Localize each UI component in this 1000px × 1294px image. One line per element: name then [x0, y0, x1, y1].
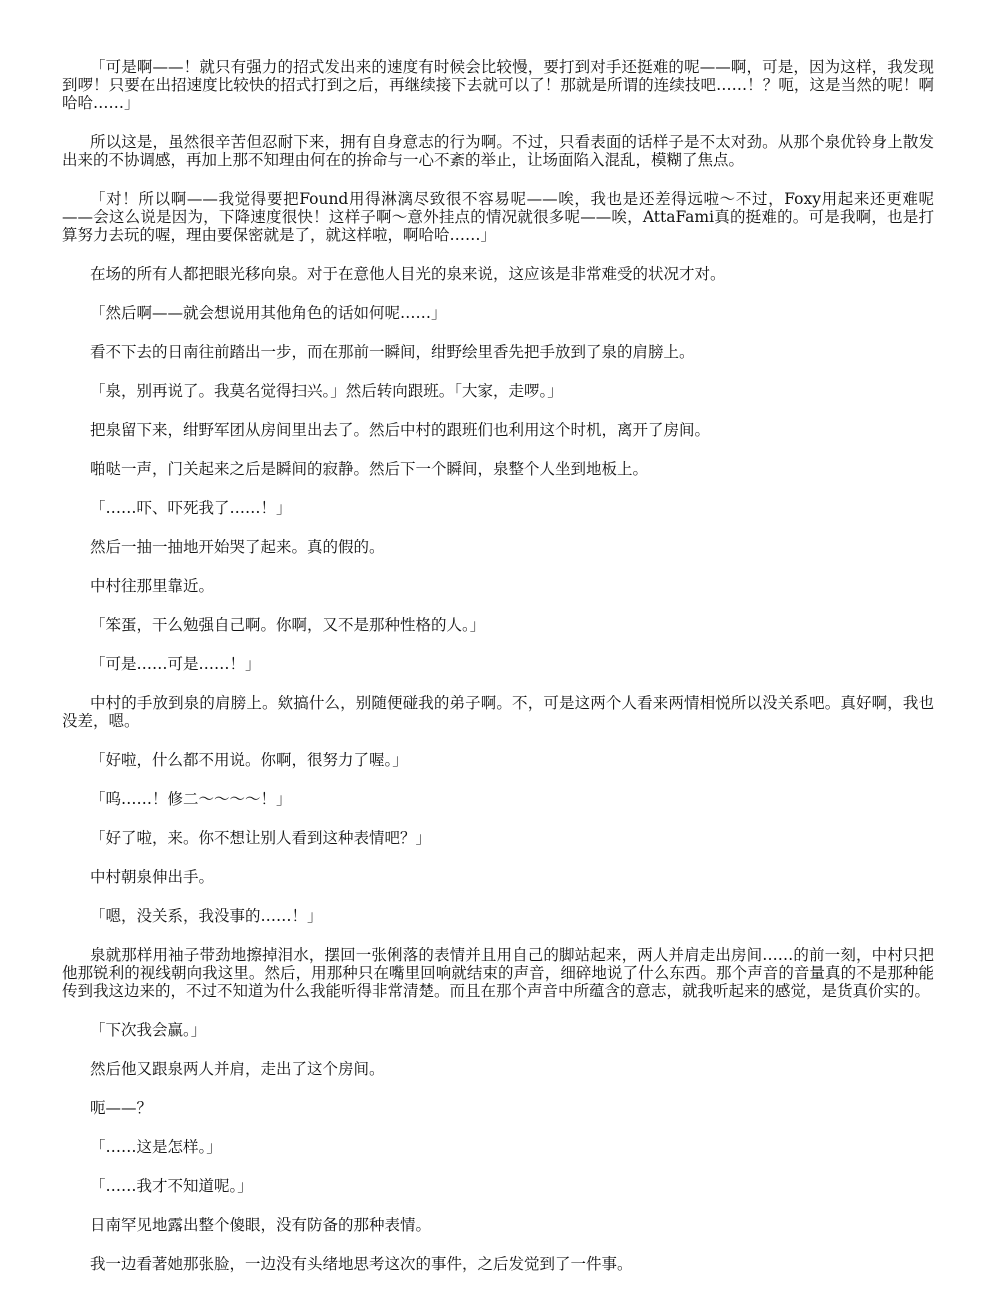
paragraph: 「对！所以啊——我觉得要把Found用得淋漓尽致很不容易呢——唉，我也是还差得远啦～不过，Foxy用起来还更难呢——会这么说是因为，下降速度很快！这样子啊～意外挂点的情况就很多呢——唉，AttaFami真的挺难的。可是我啊，也是打算努力去玩的喔，理由要保密就是了，就这样啦，啊哈哈……」 — [62, 190, 934, 244]
paragraph: 我一边看著她那张脸，一边没有头绪地思考这次的事件，之后发觉到了一件事。 — [90, 1255, 633, 1273]
paragraph: 「呜……！修二～～～～！」 — [90, 790, 292, 808]
paragraph: 然后他又跟泉两人并肩，走出了这个房间。 — [90, 1060, 385, 1078]
paragraph: 「然后啊——就会想说用其他角色的话如何呢……」 — [90, 304, 447, 322]
paragraph: 中村往那里靠近。 — [90, 577, 215, 595]
document-page — [62, 58, 934, 1294]
paragraph: 「……这是怎样。」 — [90, 1138, 222, 1156]
paragraph: 日南罕见地露出整个傻眼，没有防备的那种表情。 — [90, 1216, 432, 1234]
paragraph: 泉就那样用袖子带劲地擦掉泪水，摆回一张俐落的表情并且用自己的脚站起来，两人并肩走出房间……的前一刻，中村只把他那锐利的视线朝向我这里。然后，用那种只在嘴里回响就结束的声音，细碎地说了什么东西。那个声音的音量真的不是那种能传到我这边来的，不过不知道为什么我能听得非常清楚。而且在那个声音中所蕴含的意志，就我听起来的感觉，是货真价实的。 — [62, 946, 934, 1000]
paragraph: 在场的所有人都把眼光移向泉。对于在意他人目光的泉来说，这应该是非常难受的状况才对。 — [90, 265, 726, 283]
paragraph: 「……吓、吓死我了……！」 — [90, 499, 292, 517]
paragraph: 「好了啦，来。你不想让别人看到这种表情吧？」 — [90, 829, 432, 847]
paragraph: 「……我才不知道呢。」 — [90, 1177, 253, 1195]
paragraph: 「嗯，没关系，我没事的……！」 — [90, 907, 323, 925]
paragraph: 然后一抽一抽地开始哭了起来。真的假的。 — [90, 538, 385, 556]
paragraph: 所以这是，虽然很辛苦但忍耐下来，拥有自身意志的行为啊。不过，只看表面的话样子是不太对劲。从那个泉优铃身上散发出来的不协调感，再加上那不知理由何在的拚命与一心不紊的举止，让场面陷入混乱，模糊了焦点。 — [62, 133, 934, 169]
paragraph: 呃——？ — [90, 1099, 153, 1117]
paragraph: 「笨蛋，干么勉强自己啊。你啊，又不是那种性格的人。」 — [90, 616, 486, 634]
paragraph: 把泉留下来，绀野军团从房间里出去了。然后中村的跟班们也利用这个时机，离开了房间。 — [90, 421, 711, 439]
paragraph: 啪哒一声，门关起来之后是瞬间的寂静。然后下一个瞬间，泉整个人坐到地板上。 — [90, 460, 649, 478]
paragraph: 中村的手放到泉的肩膀上。欸搞什么，别随便碰我的弟子啊。不，可是这两个人看来两情相悦所以没关系吧。真好啊，我也没差，嗯。 — [62, 694, 934, 730]
paragraph: 「可是……可是……！」 — [90, 655, 261, 673]
paragraph: 「可是啊——！就只有强力的招式发出来的速度有时候会比较慢，要打到对手还挺难的呢——啊，可是，因为这样，我发现到啰！只要在出招速度比较快的招式打到之后，再继续接下去就可以了！那就是所谓的连续技吧……！？呃，这是当然的呢！啊哈哈……」 — [62, 58, 934, 112]
paragraph: 「泉，别再说了。我莫名觉得扫兴。」然后转向跟班。「大家，走啰。」 — [90, 382, 563, 400]
paragraph: 「下次我会赢。」 — [90, 1021, 207, 1039]
paragraph: 「好啦，什么都不用说。你啊，很努力了喔。」 — [90, 751, 408, 769]
paragraph: 中村朝泉伸出手。 — [90, 868, 215, 886]
paragraph: 看不下去的日南往前踏出一步，而在那前一瞬间，绀野绘里香先把手放到了泉的肩膀上。 — [90, 343, 695, 361]
